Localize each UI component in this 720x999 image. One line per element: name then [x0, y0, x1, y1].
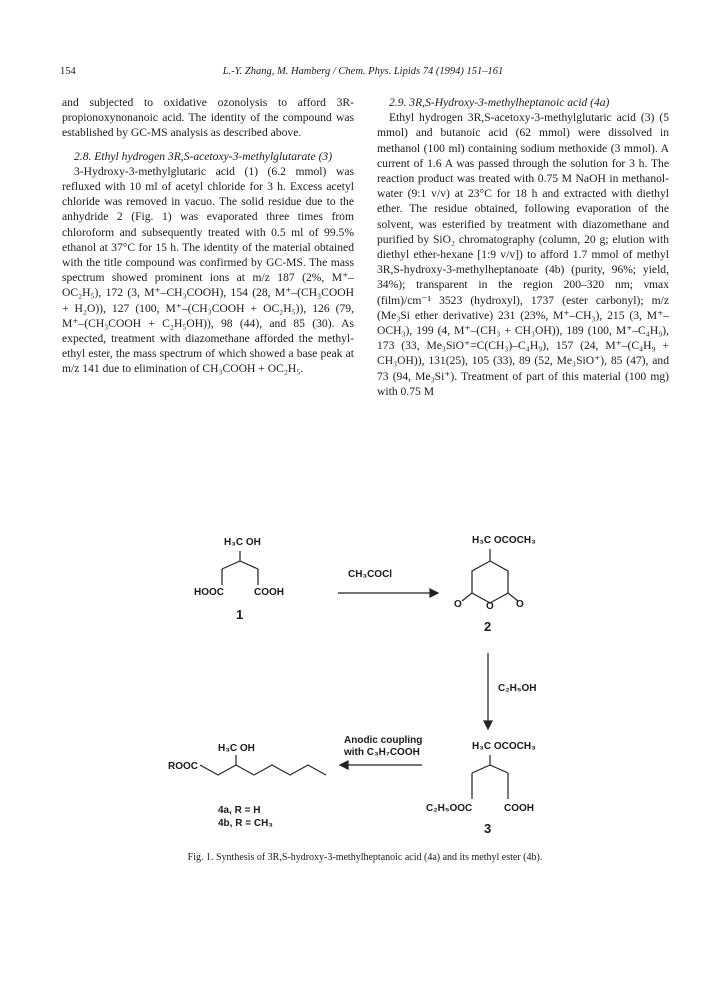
compound-2-number: 2 [484, 619, 492, 634]
compound-3-number: 3 [484, 821, 492, 836]
right-paragraph-1: Ethyl hydrogen 3R,S-acetoxy-3-methylglutaric acid (3) (5 mmol) and butanoic acid (62 mmol) were dissolved in methanol (100 ml) containing sodium methoxide (3 mmol). A current of 1.6 A was passed through the solution for 3 h. The reaction product was treated with 0.75 M NaOH in methanol-water (9:1 v/v) at 23°C for 18 h and extracted with diethyl ether. The residue obtained, following evaporation of the solvent, was esterified by treatment with diazomethane and purified by SiO₂ chromatography (column, 20 g; elution with diethyl ether-hexane [1:9 v/v]) to afford 1.7 mmol of methyl 3R,S-hydroxy-3-methylheptanoate (4b) (purity, 96%; yield, 34%); transparent in the region 200–320 nm; νmax (film)/cm⁻¹ 3523 (hydroxyl), 1737 (ester carbonyl); m/z (Me₃Si ether derivative) 231 (23%, M⁺–CH₃), 215 (3, M⁺–OCH₃), 199 (4, M⁺–(CH₃ + CH₃OH)), 189 (100, M⁺–C₄H₉), 173 (33, Me₃SiO⁺=C(CH₃)–C₄H₉), 157 (24, M⁺–(C₄H₉ + CH₃OH)), 131(25), 105 (33), 89 (52, Me₃SiO⁺), 85 (47), and 73 (94, Me₃Si⁺). Treatment of part of this material (100 mg) with 0.75 M [377, 111, 669, 398]
reagent-acetyl-chloride: CH₃COCl [348, 569, 393, 580]
compound-1-number: 1 [236, 607, 244, 622]
compound-4-left-label: ROOC [168, 761, 198, 772]
synthesis-scheme [100, 515, 660, 845]
compound-1-left-label: HOOC [194, 587, 224, 598]
figure-caption: Fig. 1. Synthesis of 3R,S-hydroxy-3-methylheptanoic acid (4a) and its methyl ester (4b). [187, 852, 543, 863]
compound-3-right-label: COOH [504, 803, 534, 814]
compound-2-left-oxygen: O [454, 599, 462, 610]
reagent-ethanol: C₂H₅OH [498, 683, 537, 694]
compound-4-top-label: H₃C OH [218, 743, 255, 754]
left-column [62, 95, 354, 377]
running-head: L.-Y. Zhang, M. Hamberg / Chem. Phys. Lipids 74 (1994) 151–161 [222, 66, 504, 77]
page-header [60, 66, 666, 82]
compound-4b-label: 4b, R = CH₃ [218, 818, 273, 829]
compound-2-top-label: H₃C OCOCH₃ [472, 535, 536, 546]
section-2-9-title: 2.9. 3R,S-Hydroxy-3-methylheptanoic acid (4a) [389, 96, 610, 109]
compound-4a-label: 4a, R = H [218, 805, 261, 816]
page-number: 154 [60, 66, 76, 77]
section-2-8-title: 2.8. Ethyl hydrogen 3R,S-acetoxy-3-methylglutarate (3) [74, 149, 333, 163]
compound-1-right-label: COOH [254, 587, 284, 598]
reagent-anodic-coupling-line2: with C₃H₇COOH [344, 747, 420, 758]
left-paragraph-1: and subjected to oxidative ozonolysis to afford 3R-propionoxynonanoic acid. The identity of the compound was established by GC-MS analysis as described above. [62, 96, 354, 140]
reagent-anodic-coupling-line1: Anodic coupling [344, 735, 423, 746]
compound-3-left-label: C₂H₅OOC [426, 803, 473, 814]
left-paragraph-2: 3-Hydroxy-3-methylglutaric acid (1) (6.2 mmol) was refluxed with 10 ml of acetyl chloride for 3 h. Excess acetyl chloride was removed in vacuo. The solid residue due to the anhydride 2 (Fig. 1) was evaporated three times from chloroform and subsequently treated with 0.5 ml of 99.5% ethanol at 37°C for 15 h. The identity of the material obtained with the title compound was confirmed by GC-MS. The mass spectrum showed prominent ions at m/z 187 (2%, M⁺–OC₂H₅), 172 (3, M⁺–CH₃COOH), 154 (28, M⁺–(CH₃COOH + H₂O)), 127 (100, M⁺–(CH₃COOH + OC₂H₅)), 126 (79, M⁺–(CH₃COOH + C₂H₅OH)), 98 (44), and 85 (30). As expected, treatment with diazomethane afforded the methyl-ethyl ester, the mass spectrum of which showed a base peak at m/z 141 due to elimination of CH₃COOH + OC₂H₅. [62, 164, 354, 376]
compound-1-top-label: H₃C OH [224, 537, 261, 548]
compound-2-right-oxygen: O [516, 599, 524, 610]
scheme-drawing [100, 515, 660, 845]
compound-3-top-label: H₃C OCOCH₃ [472, 741, 536, 752]
compound-2-ring-oxygen: O [486, 601, 494, 612]
right-column [377, 95, 669, 399]
